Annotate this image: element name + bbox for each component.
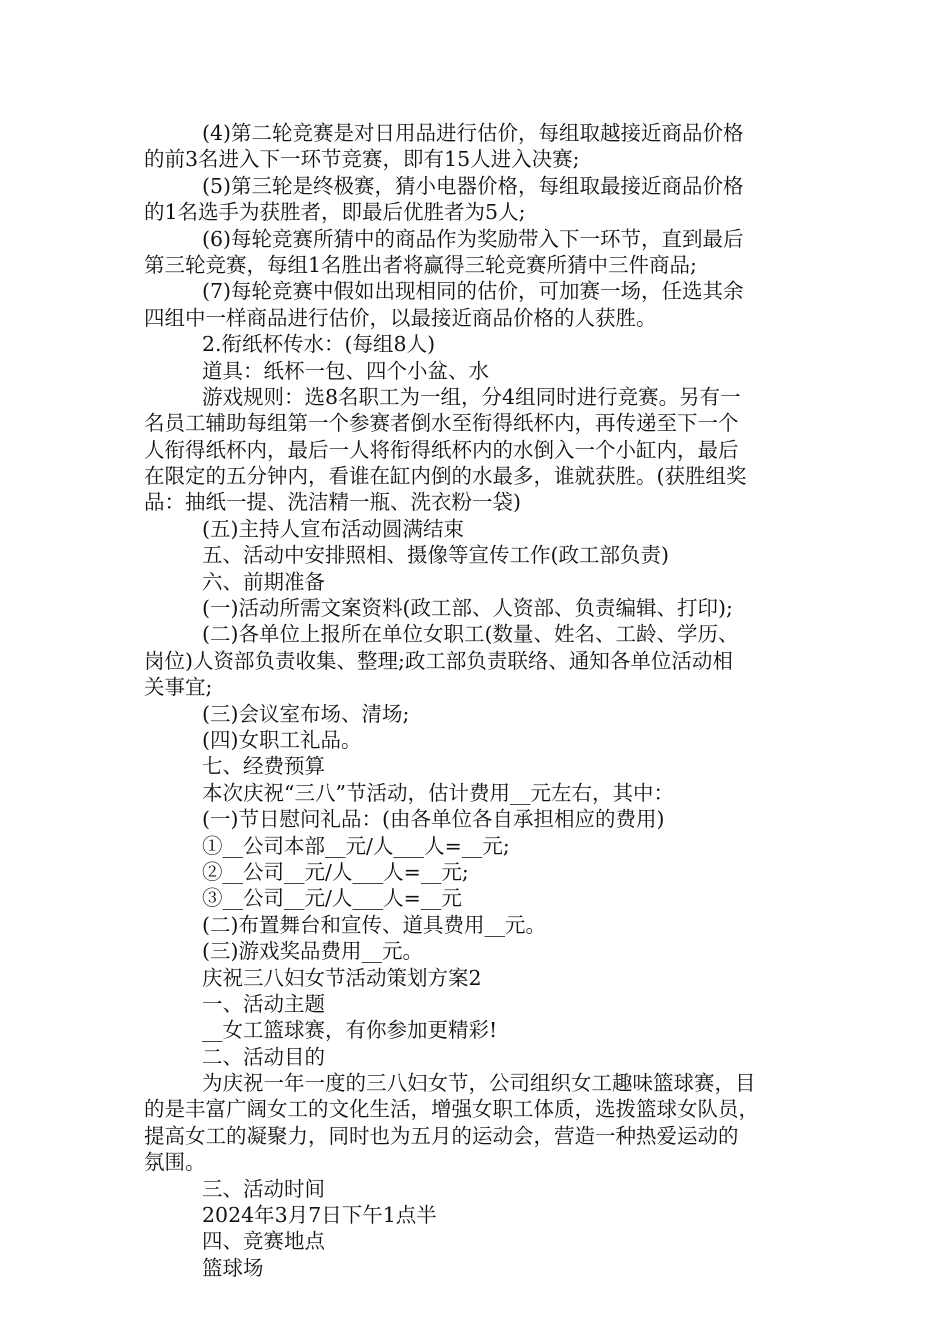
text-line: 六、前期准备: [202, 569, 325, 594]
text-line: 的前3名进入下一环节竞赛，即有15人进入决赛;: [144, 147, 580, 172]
text-line: ②__公司__元/人___人=__元;: [202, 859, 469, 884]
text-line: 名员工辅助每组第一个参赛者倒水至衔得纸杯内，再传递至下一个: [144, 411, 739, 436]
text-line: (三)游戏奖品费用__元。: [202, 939, 423, 964]
text-line: (5)第三轮是终极赛，猜小电器价格，每组取最接近商品价格: [202, 173, 744, 198]
text-line: (三)会议室布场、清场;: [202, 701, 410, 726]
text-line: 游戏规则：选8名职工为一组，分4组同时进行竞赛。另有一: [202, 384, 741, 409]
text-line: 品：抽纸一提、洗洁精一瓶、洗衣粉一袋): [144, 490, 521, 515]
text-line: (6)每轮竞赛所猜中的商品作为奖励带入下一环节，直到最后: [202, 226, 744, 251]
text-line: 二、活动目的: [202, 1044, 325, 1069]
text-line: 在限定的五分钟内，看谁在缸内倒的水最多，谁就获胜。(获胜组奖: [144, 464, 747, 489]
text-line: (一)活动所需文案资料(政工部、人资部、负责编辑、打印);: [202, 596, 733, 621]
text-line: ①__公司本部__元/人___人=__元;: [202, 833, 510, 858]
text-line: 为庆祝一年一度的三八妇女节，公司组织女工趣味篮球赛，目: [202, 1071, 756, 1096]
text-line: 四组中一样商品进行估价，以最接近商品价格的人获胜。: [144, 305, 657, 330]
text-line: 四、竞赛地点: [202, 1229, 325, 1254]
text-line: 庆祝三八妇女节活动策划方案2: [202, 965, 482, 990]
text-line: 的是丰富广阔女工的文化生活，增强女职工体质，选拨篮球女队员，: [144, 1097, 759, 1122]
text-line: __女工篮球赛，有你参加更精彩!: [202, 1018, 498, 1043]
text-line: (二)各单位上报所在单位女职工(数量、姓名、工龄、学历、: [202, 622, 739, 647]
text-line: 关事宜;: [144, 675, 213, 700]
text-line: 的1名选手为获胜者，即最后优胜者为5人;: [144, 200, 526, 225]
text-line: 篮球场: [202, 1255, 264, 1280]
text-line: (7)每轮竞赛中假如出现相同的估价，可加赛一场，任选其余: [202, 279, 744, 304]
text-line: 本次庆祝“三八”节活动，估计费用__元左右，其中：: [202, 780, 674, 805]
text-line: (四)女职工礼品。: [202, 727, 362, 752]
text-line: 提高女工的凝聚力，同时也为五月的运动会，营造一种热爱运动的: [144, 1123, 739, 1148]
text-line: 七、经费预算: [202, 754, 325, 779]
text-line: 三、活动时间: [202, 1176, 325, 1201]
text-line: (4)第二轮竞赛是对日用品进行估价，每组取越接近商品价格: [202, 121, 744, 145]
text-line: 2024年3月7日下午1点半: [202, 1203, 437, 1228]
text-line: 2.衔纸杯传水：(每组8人): [202, 332, 436, 357]
text-line: 一、活动主题: [202, 991, 325, 1016]
text-line: 第三轮竞赛，每组1名胜出者将赢得三轮竞赛所猜中三件商品;: [144, 252, 697, 277]
text-line: 岗位)人资部负责收集、整理;政工部负责联络、通知各单位活动相: [144, 648, 733, 673]
text-line: ③__公司__元/人___人=__元: [202, 886, 462, 911]
text-line: 道具：纸杯一包、四个小盆、水: [202, 358, 489, 383]
text-line: (五)主持人宣布活动圆满结束: [202, 516, 464, 541]
text-line: 人衔得纸杯内，最后一人将衔得纸杯内的水倒入一个小缸内，最后: [144, 437, 739, 462]
text-line: 氛围。: [144, 1150, 206, 1175]
document-body: [144, 120, 812, 1281]
text-line: (一)节日慰问礼品：(由各单位各自承担相应的费用): [202, 807, 665, 832]
text-line: 五、活动中安排照相、摄像等宣传工作(政工部负责): [202, 543, 669, 568]
text-line: (二)布置舞台和宣传、道具费用__元。: [202, 912, 546, 937]
